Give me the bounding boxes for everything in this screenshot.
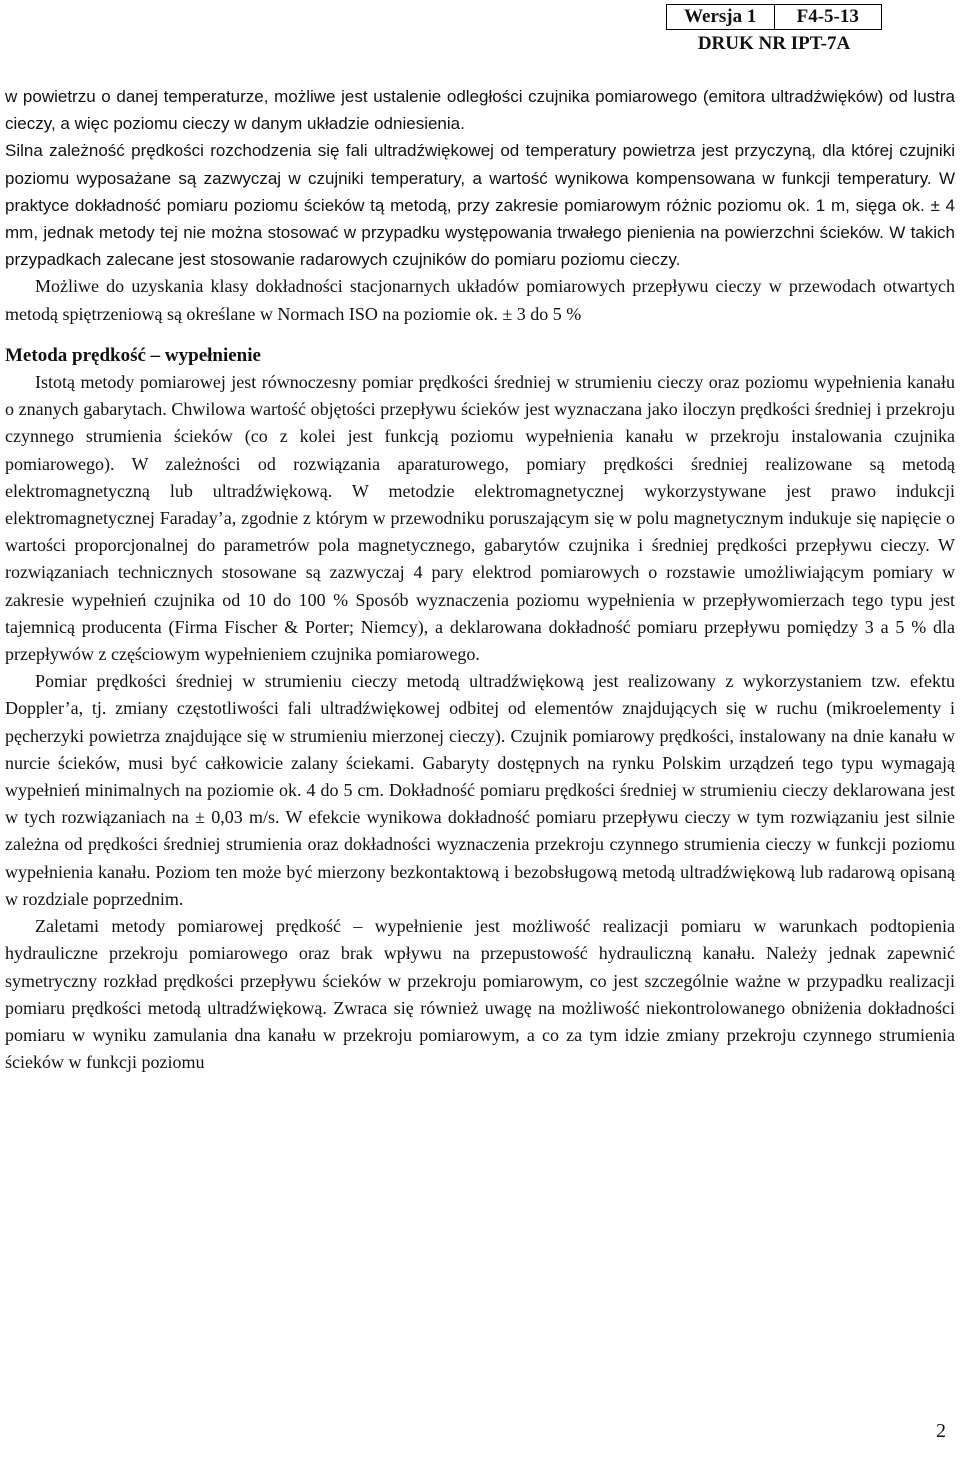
document-body	[5, 83, 955, 1076]
paragraph-temperature-compensation: Silna zależność prędkości rozchodzenia się fali ultradźwiękowej od temperatury powietrza jest przyczyną, dla której czujniki poziomu wyposażane są zazwyczaj w czujniki temperatury, a wartość wynikowa kompensowana w funkcji temperatury. W praktyce dokładność pomiaru poziomu ścieków tą metodą, przy zakresie pomiarowym różnic poziomu ok. 1 m, sięga ok. ± 4 mm, jednak metody tej nie można stosować w przypadku występowania trwałego pienienia na powierzchni ścieków. W takich przypadkach zalecane jest stosowanie radarowych czujników do pomiaru poziomu cieczy.	[5, 141, 955, 270]
print-number: DRUK NR IPT-7A	[697, 33, 851, 54]
document-header-box	[666, 4, 882, 30]
version-label: Wersja 1	[684, 6, 757, 27]
section-heading: Metoda prędkość – wypełnienie	[5, 344, 261, 366]
page-number: 2	[936, 1420, 946, 1442]
paragraph-continuation: w powietrzu o danej temperaturze, możliwe jest ustalenie odległości czujnika pomiarowego (emitora ultradźwięków) od lustra cieczy, a więc poziomu cieczy w danym układzie odniesienia.	[5, 87, 955, 134]
paragraph-ultrasonic-doppler: Pomiar prędkości średniej w strumieniu cieczy metodą ultradźwiękową jest realizowany z wykorzystaniem tzw. efektu Doppler’a, tj. zmiany częstotliwości fali ultradźwiękowej odbitej od elementów znajdujących się w ruchu (mikroelementy i pęcherzyki powietrza znajdujące się w strumieniu mierzonej cieczy). Czujnik pomiarowy prędkości, instalowany na dnie kanału w nurcie ścieków, musi być całkowicie zalany ściekami. Gabaryty dostępnych na rynku Polskim urządzeń tego typu wymagają wypełnień minimalnych na poziomie ok. 4 do 5 cm. Dokładność pomiaru prędkości średniej w strumieniu cieczy deklarowana jest w tych rozwiązaniach na ± 0,03 m/s. W efekcie wynikowa dokładność pomiaru przepływu cieczy w tym rozwiązaniu jest silnie zależna od prędkości średniej strumienia oraz dokładności wyznaczenia przekroju czynnego strumienia cieczy w funkcji poziomu wypełnienia kanału. Poziom ten może być mierzony bezkontaktową i bezobsługową metodą ultradźwiękową lub radarową opisaną w rozdziale poprzednim.	[5, 671, 955, 909]
paragraph-method-description: Istotą metody pomiarowej jest równoczesny pomiar prędkości średniej w strumieniu cieczy oraz poziomu wypełnienia kanału o znanych gabarytach. Chwilowa wartość objętości przepływu ścieków jest wyznaczana jako iloczyn prędkości średniej i przekroju czynnego strumienia ścieków (co z kolei jest funkcją poziomu wypełnienia kanału w przekroju instalowania czujnika pomiarowego). W zależności od rozwiązania aparaturowego, pomiary prędkości średniej realizowane są metodą elektromagnetyczną lub ultradźwiękową. W metodzie elektromagnetycznej wykorzystywane jest prawo indukcji elektromagnetycznej Faraday’a, zgodnie z którym w przewodniku poruszającym się w polu magnetycznym indukuje się napięcie o wartości proporcjonalnej do parametrów pola magnetycznego, gabarytów czujnika i średniej prędkości przepływu cieczy. W rozwiązaniach technicznych stosowane są zazwyczaj 4 pary elektrod pomiarowych o rozstawie umożliwiającym pomiary w zakresie wypełnień czujnika od 10 do 100 % Sposób wyznaczenia poziomu wypełnienia w przepływomierzach tego typu jest tajemnicą producenta (Firma Fischer & Porter; Niemcy), a deklarowana dokładność pomiaru przepływu pomiędzy 3 a 5 % dla przepływów z częściowym wypełnieniem czujnika pomiarowego.	[5, 372, 955, 665]
form-code: F4-5-13	[774, 5, 882, 29]
paragraph-advantages: Zaletami metody pomiarowej prędkość – wypełnienie jest możliwość realizacji pomiaru w warunkach podtopienia hydrauliczne przekroju pomiarowego oraz brak wpływu na przepustowość hydrauliczną kanału. Należy jednak zapewnić symetryczny rozkład prędkości przepływu ścieków w przekroju pomiarowym, co jest szczególnie ważne w przypadku realizacji pomiaru prędkości metodą ultradźwiękową. Zwraca się również uwagę na możliwość niekontrolowanego obniżenia dokładności pomiaru w wyniku zamulania dna kanału w przekroju pomiarowym, a co za tym idzie zmiany przekroju czynnego strumienia ścieków w funkcji poziomu	[5, 916, 955, 1073]
paragraph-accuracy-iso: Możliwe do uzyskania klasy dokładności stacjonarnych układów pomiarowych przepływu cieczy w przewodach otwartych metodą spiętrzeniową są określane w Normach ISO na poziomie ok. ± 3 do 5 %	[5, 276, 955, 324]
